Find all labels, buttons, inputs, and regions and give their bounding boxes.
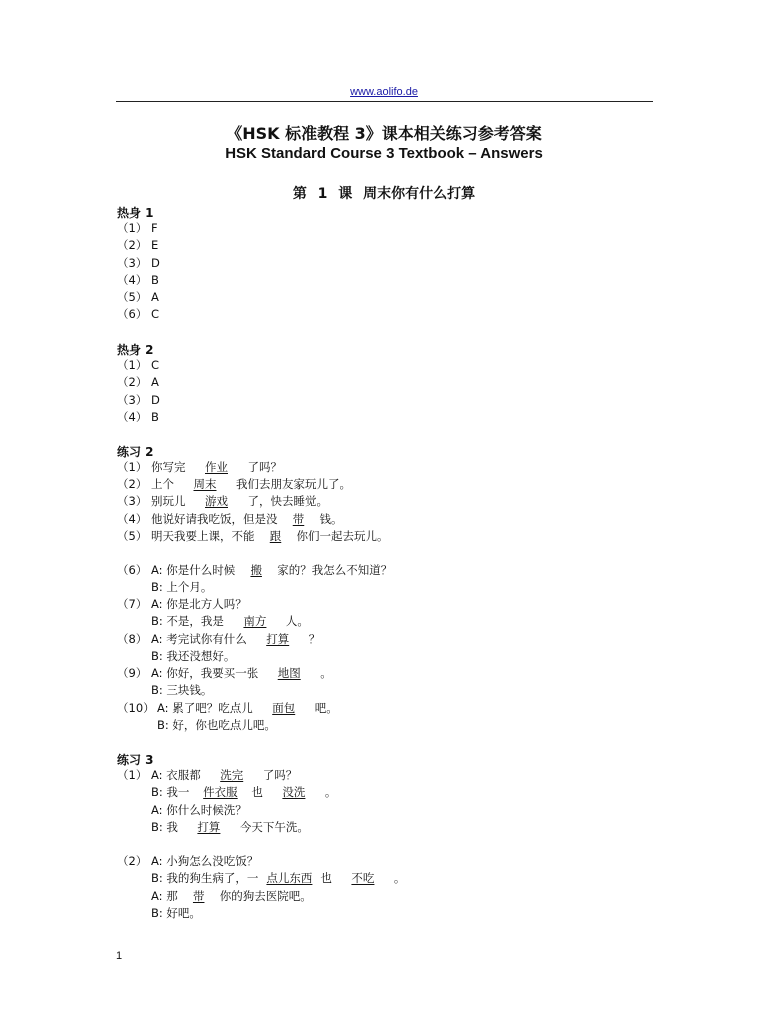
answer-line: （1） 你写完 作业 了吗？	[117, 460, 282, 474]
page-number: 1	[116, 950, 123, 962]
answer-line: B: 我一 件衣服 也 没洗 。	[151, 785, 337, 799]
answer-line: （3） D	[117, 256, 160, 270]
answer-line: （10） A: 累了吧？吃点儿 面包 吧。	[117, 701, 338, 715]
answer-line: A: 你什么时候洗？	[151, 803, 247, 817]
answer-line: （4） B	[117, 273, 159, 287]
answer-line: （6） A: 你是什么时候 搬 家的？我怎么不知道？	[117, 563, 393, 577]
section-title-warmup2: 热身 2	[117, 343, 154, 357]
answer-line: （2） A	[117, 375, 159, 389]
answer-line: B: 我的狗生病了，一 点儿东西 也 不吃 。	[151, 871, 406, 885]
answer-line: B: 不是，我是 南方 人。	[151, 614, 309, 628]
answer-line: B: 好，你也吃点儿吧。	[157, 718, 276, 732]
answer-line: （5） 明天我要上课，不能 跟 你们一起去玩儿。	[117, 529, 389, 543]
answer-line: （3） 别玩儿 游戏 了，快去睡觉。	[117, 494, 328, 508]
answer-line: （5） A	[117, 290, 159, 304]
answer-line: A: 那 带 你的狗去医院吧。	[151, 889, 312, 903]
answer-line: B: 好吧。	[151, 906, 201, 920]
answer-line: （8） A: 考完试你有什么 打算 ？	[117, 632, 321, 646]
answer-line: B: 三块钱。	[151, 683, 213, 697]
answer-line: B: 我 打算 今天下午洗。	[151, 820, 309, 834]
answer-line: B: 上个月。	[151, 580, 213, 594]
answer-line: （6） C	[117, 307, 160, 321]
answer-line: （7） A: 你是北方人吗？	[117, 597, 247, 611]
answer-line: （2） E	[117, 238, 159, 252]
answer-line: （2） 上个 周末 我们去朋友家玩儿了。	[117, 477, 351, 491]
section-title-warmup1: 热身 1	[117, 206, 154, 220]
site-link[interactable]: www.aolifo.de	[350, 86, 418, 98]
answer-line: （4） B	[117, 410, 159, 424]
answer-line: （3） D	[117, 393, 160, 407]
header-divider	[116, 101, 653, 102]
answer-line: （2） A: 小狗怎么没吃饭？	[117, 854, 259, 868]
lesson-title: 第 1 课 周末你有什么打算	[292, 186, 476, 202]
answer-line: B: 我还没想好。	[151, 649, 236, 663]
answer-line: （1） A: 衣服都 洗完 了吗？	[117, 768, 298, 782]
answer-line: （4） 他说好请我吃饭，但是没 带 钱。	[117, 512, 343, 526]
title-chinese: 《HSK 标准教程 3》课本相关练习参考答案	[226, 124, 542, 143]
answer-line: （1） C	[117, 358, 160, 372]
section-title-exercise2: 练习 2	[117, 445, 154, 459]
section-title-exercise3: 练习 3	[117, 753, 154, 767]
title-english: HSK Standard Course 3 Textbook – Answers	[225, 145, 543, 162]
answer-line: （1） F	[117, 221, 158, 235]
answer-line: （9） A: 你好，我要买一张 地图 。	[117, 666, 332, 680]
